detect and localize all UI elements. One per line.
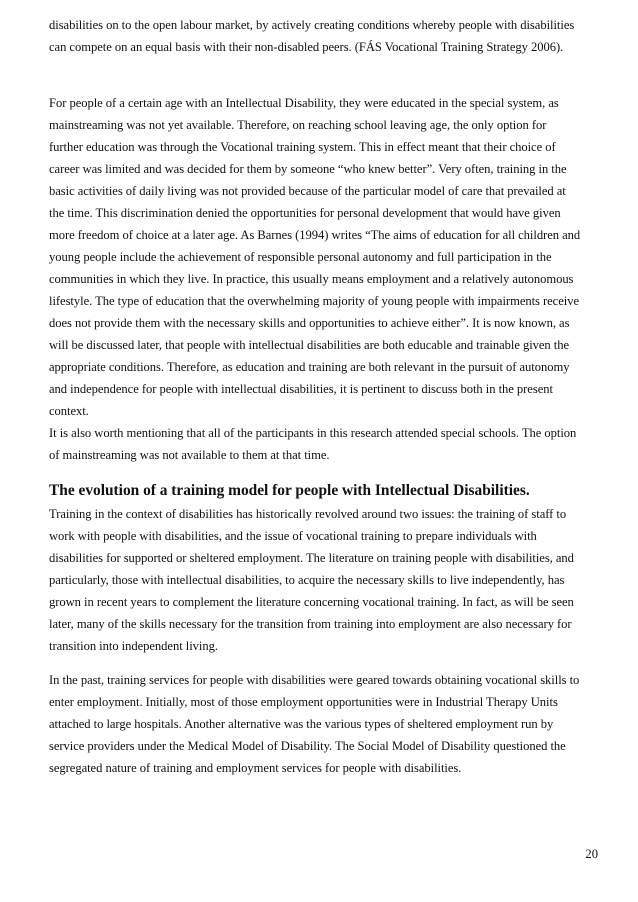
continuation-paragraph (49, 14, 605, 58)
text-line: the time. This discrimination denied the opportunities for personal development that would have given (49, 206, 561, 220)
text-line: mainstreaming was not yet available. Therefore, on reaching school leaving age, the only option for (49, 118, 547, 132)
text-line: lifestyle. The type of education that the overwhelming majority of young people with impairments receive (49, 294, 579, 308)
paragraph-intellectual-disability-education (49, 92, 605, 422)
text-line: basic activities of daily living was not provided because of the particular model of care that prevailed at (49, 184, 566, 198)
text-line: of mainstreaming was not available to them at that time. (49, 448, 330, 462)
text-line: does not provide them with the necessary skills and opportunities to achieve either”. It is now known, as (49, 316, 570, 330)
text-line: context. (49, 404, 89, 418)
paragraph-spacer (49, 657, 605, 669)
paragraph-past-training-services (49, 669, 605, 779)
text-line: further education was through the Vocational training system. This in effect meant that their choice of (49, 140, 556, 154)
text-line: later, many of the skills necessary for the transition from training into employment are also necessary for (49, 617, 572, 631)
text-line: communities in which they live. In practice, this usually means employment and a relatively autonomous (49, 272, 574, 286)
text-line: service providers under the Medical Model of Disability. The Social Model of Disability questioned the (49, 739, 566, 753)
text-line: will be discussed later, that people with intellectual disabilities are both educable and trainable given the (49, 338, 570, 352)
paragraph-spacer (49, 58, 605, 92)
text-line: In the past, training services for people with disabilities were geared towards obtaining vocational skills to (49, 673, 580, 687)
text-line: segregated nature of training and employment services for people with disabilities. (49, 761, 462, 775)
text-line: Training in the context of disabilities has historically revolved around two issues: the training of staff to (49, 507, 567, 521)
text-line: work with people with disabilities, and the issue of vocational training to prepare individuals with (49, 529, 537, 543)
text-line: young people include the achievement of responsible personal autonomy and full participation in the (49, 250, 552, 264)
text-line: disabilities for supported or sheltered employment. The literature on training people with disabilities, and (49, 551, 574, 565)
section-heading: The evolution of a training model for people with Intellectual Disabilities. (49, 482, 530, 499)
text-line: can compete on an equal basis with their non-disabled peers. (FÁS Vocational Training Strategy 2006). (49, 40, 564, 54)
text-line: appropriate conditions. Therefore, as education and training are both relevant in the pursuit of autonomy (49, 360, 570, 374)
text-line: more freedom of choice at a later age. As Barnes (1994) writes “The aims of education for all children and (49, 228, 581, 242)
text-line: career was limited and was decided for them by someone “who knew better”. Very often, training in the (49, 162, 567, 176)
page-number: 20 (585, 847, 598, 861)
paragraph-special-schools (49, 422, 605, 466)
text-line: It is also worth mentioning that all of the participants in this research attended special schools. The option (49, 426, 577, 440)
text-line: grown in recent years to complement the literature concerning vocational training. In fact, as will be seen (49, 595, 574, 609)
text-line: enter employment. Initially, most of those employment opportunities were in Industrial Therapy Units (49, 695, 558, 709)
text-line: and independence for people with intellectual disabilities, it is pertinent to discuss both in the present (49, 382, 553, 396)
text-line: attached to large hospitals. Another alternative was the various types of sheltered employment run by (49, 717, 554, 731)
text-line: For people of a certain age with an Intellectual Disability, they were educated in the special system, as (49, 96, 559, 110)
paragraph-training-context (49, 503, 605, 657)
text-line: disabilities on to the open labour market, by actively creating conditions whereby people with disabilities (49, 18, 575, 32)
text-line: particularly, those with intellectual disabilities, to acquire the necessary skills to live independently, has (49, 573, 565, 587)
document-page (49, 14, 605, 779)
text-line: transition into independent living. (49, 639, 218, 653)
